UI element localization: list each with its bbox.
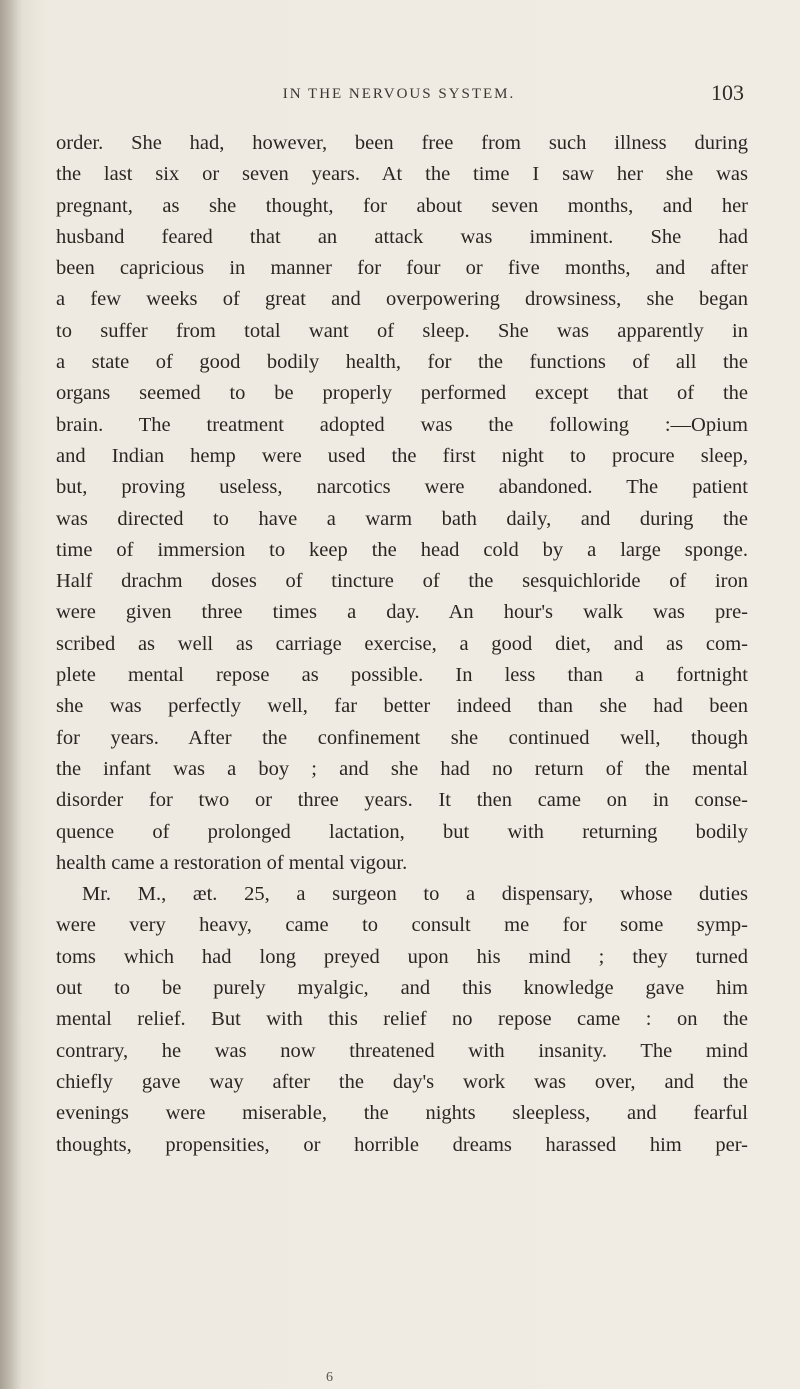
text-line: were very heavy, came to consult me for some symp-	[56, 914, 748, 937]
text-line: to suffer from total want of sleep. She was apparently in	[56, 319, 748, 342]
text-line: Half drachm doses of tincture of the sesquichloride of iron	[56, 570, 748, 593]
text-line: order. She had, however, been free from such illness during	[56, 132, 748, 154]
running-title: IN THE NERVOUS SYSTEM.	[282, 86, 516, 102]
text-line: plete mental repose as possible. In less than a fortnight	[56, 664, 748, 687]
text-line: quence of prolonged lactation, but with returning bodily	[56, 820, 748, 843]
text-line: mental relief. But with this relief no repose came : on the	[56, 1008, 748, 1031]
text-line: time of immersion to keep the head cold by a large sponge.	[56, 538, 748, 561]
page-number: 103	[711, 80, 744, 105]
text-line: was directed to have a warm bath daily, and during the	[56, 507, 748, 530]
text-line: and Indian hemp were used the first night to procure sleep,	[56, 444, 748, 467]
text-line: scribed as well as carriage exercise, a good diet, and as com-	[56, 632, 748, 655]
paragraph-start-line: Mr. M., æt. 25, a surgeon to a dispensary, whose duties	[82, 883, 748, 906]
text-line: disorder for two or three years. It then came on in conse-	[56, 789, 748, 812]
spine-shadow	[0, 0, 22, 1389]
text-line: brain. The treatment adopted was the following :—Opium	[56, 413, 748, 436]
text-line: but, proving useless, narcotics were abandoned. The patient	[56, 476, 748, 499]
text-line: thoughts, propensities, or horrible dreams harassed him per-	[56, 1133, 748, 1156]
text-line: the infant was a boy ; and she had no return of the mental	[56, 757, 748, 780]
text-line: she was perfectly well, far better indeed than she had been	[56, 695, 748, 718]
text-line: husband feared that an attack was imminent. She had	[56, 225, 748, 248]
text-line: chiefly gave way after the day's work was over, and the	[56, 1070, 748, 1093]
text-line: toms which had long preyed upon his mind ; they turned	[56, 945, 748, 968]
text-line: pregnant, as she thought, for about seven months, and her	[56, 194, 748, 217]
body-text	[56, 128, 748, 1161]
text-line: were given three times a day. An hour's walk was pre-	[56, 601, 748, 624]
text-line: out to be purely myalgic, and this knowledge gave him	[56, 977, 748, 1000]
text-line: the last six or seven years. At the time I saw her she was	[56, 163, 748, 186]
text-line: evenings were miserable, the nights sleepless, and fearful	[56, 1102, 748, 1125]
text-line: a few weeks of great and overpowering drowsiness, she began	[56, 288, 748, 311]
text-line: organs seemed to be properly performed except that of the	[56, 382, 748, 405]
running-head	[54, 80, 744, 110]
paragraph-end-line: health came a restoration of mental vigour.	[56, 851, 408, 874]
text-line: for years. After the confinement she continued well, though	[56, 726, 748, 749]
signature-mark: 6	[326, 1370, 333, 1385]
text-line: a state of good bodily health, for the functions of all the	[56, 351, 748, 374]
text-line: contrary, he was now threatened with insanity. The mind	[56, 1039, 748, 1062]
text-line: been capricious in manner for four or five months, and after	[56, 257, 748, 280]
